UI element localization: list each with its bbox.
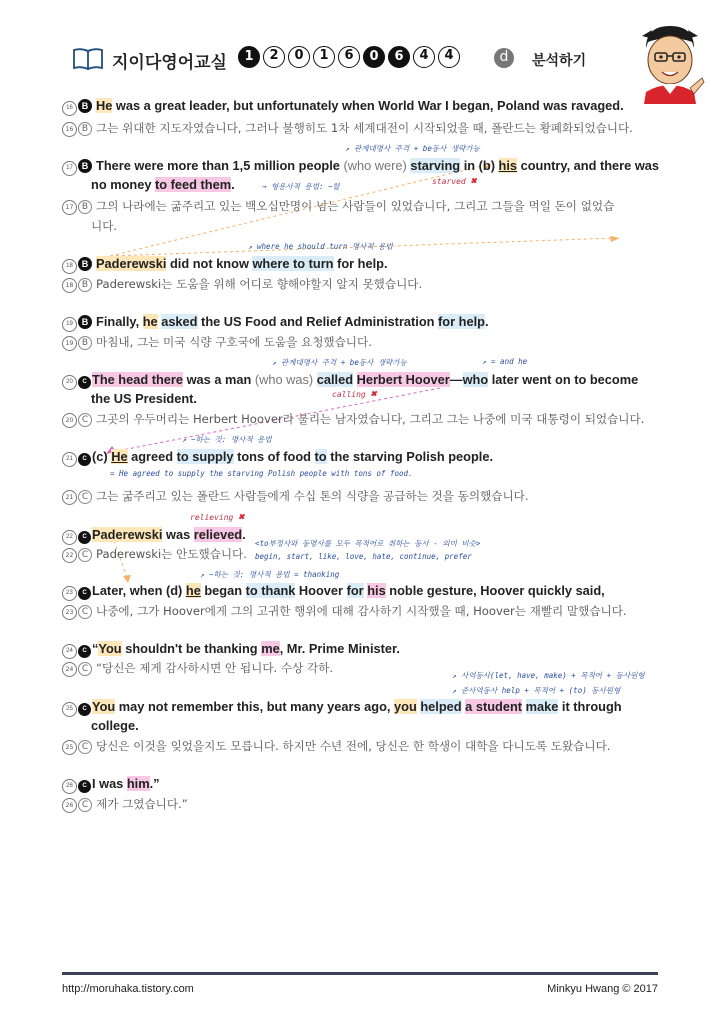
object-highlight: him (126, 776, 150, 791)
difficulty-badge: B (78, 257, 92, 271)
grammar-note: ↗ 관계대명사 주격 + be동사 생략가능 (345, 144, 480, 153)
pronoun-highlight: his (498, 158, 518, 173)
sentence-25-english-cont (91, 718, 139, 733)
grammar-note: ↗ ~하는 것: 명사적 용법 = thanking (200, 570, 340, 579)
section-letter-badge: d (494, 48, 514, 68)
translation-text: 제가 그였습니다.” (96, 797, 188, 811)
infinitive-highlight: to supply (176, 449, 234, 464)
subject-highlight: Paderewski (96, 256, 167, 271)
sentence-text: the US President. (91, 391, 197, 406)
number-badge: 4 (413, 46, 435, 68)
grammar-note: ↗ ~하는 것: 명사적 용법 (182, 435, 272, 444)
sentence-26-english (62, 776, 160, 794)
grammar-note: ↗ = and he (482, 357, 528, 366)
sentence-number-badge: 21 (62, 452, 77, 467)
sentence-text: later went on to become (488, 372, 639, 387)
sentence-16-english (62, 98, 624, 116)
difficulty-badge: C (78, 645, 91, 658)
cross-icon: ✖ (238, 512, 245, 523)
sentence-16-korean (62, 120, 633, 137)
phrase-highlight: for help (438, 314, 485, 329)
sentence-text: was a man (183, 372, 255, 387)
translation-text: 당신은 이것을 잊었을지도 모릅니다. 하지만 수년 전에, 당신은 한 학생이 대학을 다니도록 도왔습니다. (96, 739, 611, 753)
sentence-22-korean (62, 546, 247, 563)
sentence-text: shouldn't be thanking (121, 641, 262, 656)
difficulty-badge: B (78, 159, 92, 173)
sentence-number-badge: 17 (62, 161, 77, 176)
difficulty-badge: B (78, 99, 92, 113)
grammar-note: begin, start, like, love, hate, continue, prefer (255, 552, 472, 561)
brand-title: 지이다영어교실 (112, 53, 227, 73)
sentence-20-english (62, 372, 638, 390)
difficulty-badge: B (78, 336, 92, 350)
dash: — (449, 372, 463, 387)
grammar-note: → 형용사적 용법: ~할 (262, 182, 340, 191)
difficulty-badge: B (78, 315, 92, 329)
translation-text: Paderewski는 안도했습니다. (96, 547, 247, 561)
wrong-form: starved (432, 177, 466, 186)
sentence-25-english (62, 699, 622, 717)
footer-divider (62, 972, 658, 975)
grammar-note: = He agreed to supply the starving Polish people with tons of food. (110, 469, 413, 478)
sentence-number-badge: 21 (62, 490, 77, 505)
difficulty-badge: C (78, 376, 91, 389)
sentence-19-korean (62, 334, 372, 351)
difficulty-badge: C (78, 453, 91, 466)
sentence-17-english-cont (91, 177, 235, 192)
sentence-17-korean (62, 198, 614, 215)
difficulty-badge: C (78, 587, 91, 600)
sentence-text: country, and there was (517, 158, 660, 173)
difficulty-badge: C (78, 490, 92, 504)
sentence-number-badge: 25 (62, 702, 77, 717)
difficulty-badge: C (78, 605, 92, 619)
difficulty-badge: B (78, 200, 92, 214)
cross-icon: ✖ (470, 176, 477, 187)
sentence-text: . (231, 177, 235, 192)
sentence-23-english (62, 583, 605, 601)
translation-text: “당신은 제게 감사하시면 안 됩니다. 수상 각하. (96, 661, 334, 675)
difficulty-badge: C (78, 548, 92, 562)
sentence-21-korean (62, 488, 529, 505)
difficulty-badge: C (78, 780, 91, 793)
translation-text: 그의 나라에는 굶주리고 있는 백오십만명이 넘는 사람들이 있었습니다, 그리고 그들을 먹일 돈이 없었습 (96, 199, 615, 213)
number-badge: 0 (363, 46, 385, 68)
sentence-number-badge: 19 (62, 336, 77, 351)
translation-text: 마침내, 그는 미국 식량 구호국에 도움을 요청했습니다. (96, 335, 372, 349)
translation-text: 그는 굶주리고 있는 폴란드 사람들에게 수십 톤의 식량을 공급하는 것을 동의했습니다. (96, 489, 529, 503)
participle-highlight: relieved (193, 527, 243, 542)
sentence-number-badge: 22 (62, 530, 77, 545)
relative-pronoun-highlight: who (462, 372, 489, 387)
sentence-number-badge: 24 (62, 662, 77, 677)
space (495, 158, 499, 173)
sentence-21-english (62, 449, 493, 467)
difficulty-badge: C (78, 798, 92, 812)
sentence-19-english (62, 314, 489, 332)
number-badge: 6 (388, 46, 410, 68)
preposition-highlight: to (314, 449, 327, 464)
question-marker: (b) (478, 158, 495, 173)
sentence-20-korean (62, 411, 644, 428)
sentence-24-english (62, 641, 400, 659)
sentence-26-korean (62, 796, 188, 813)
difficulty-badge: C (78, 740, 92, 754)
sentence-text: may not remember this, but many years ago, (115, 699, 395, 714)
sentence-18-english (62, 256, 388, 274)
sentence-text: I was (92, 776, 127, 791)
subject-highlight: you (394, 699, 417, 714)
sentence-text: in (460, 158, 479, 173)
sentence-number-badge: 26 (62, 798, 77, 813)
wrong-answer-note (432, 176, 477, 187)
omitted-words: (who were) (343, 158, 407, 173)
sentence-text: was (162, 527, 194, 542)
sentence-text: it through (558, 699, 622, 714)
difficulty-badge: C (78, 413, 92, 427)
sentence-22-english (62, 527, 246, 545)
sentence-text: Hoover (295, 583, 347, 598)
sentence-text: There were more than 1,5 million people (96, 158, 344, 173)
cross-icon: ✖ (370, 389, 377, 400)
subject-highlight: he (142, 314, 158, 329)
subject-highlight: Paderewski (92, 527, 163, 542)
number-badge: 6 (338, 46, 360, 68)
translation-text: 나중에, 그가 Hoover에게 그의 고귀한 행위에 대해 감사하기 시작했을 때, Hoover는 재빨리 말했습니다. (96, 604, 627, 618)
wrong-form: relieving (190, 513, 234, 522)
sentence-text: for help. (333, 256, 388, 271)
number-badge: 1 (238, 46, 260, 68)
wrong-answer-note (190, 512, 244, 523)
verb-highlight: helped (420, 699, 462, 714)
subject-highlight: You (92, 699, 116, 714)
grammar-note: ↗ 사역동사(let, have, make) + 목적어 + 동사원형 (452, 671, 645, 680)
number-badge: 0 (288, 46, 310, 68)
question-marker: (d) (165, 583, 183, 598)
sentence-text: Later, when (92, 583, 166, 598)
question-marker: (c) (92, 449, 112, 464)
pronoun-highlight: he (185, 583, 201, 598)
difficulty-badge: C (78, 703, 91, 716)
wrong-form: calling (332, 390, 366, 399)
difficulty-badge: B (78, 278, 92, 292)
object-highlight: me (261, 641, 280, 656)
sentence-17-english (62, 158, 659, 176)
difficulty-badge: B (78, 122, 92, 136)
sentence-text: agreed (127, 449, 177, 464)
sentence-18-korean (62, 276, 422, 293)
sentence-text: .” (149, 776, 160, 791)
sentence-text: no money (91, 177, 155, 192)
number-badge: 1 (313, 46, 335, 68)
subject-highlight: The head there (92, 372, 184, 387)
verb-highlight: asked (161, 314, 198, 329)
sentence-number-badge: 18 (62, 278, 77, 293)
sentence-text: noble gesture, Hoover quickly said, (385, 583, 605, 598)
difficulty-badge: C (78, 662, 92, 676)
sentence-20-english-cont (91, 391, 197, 406)
sentence-number-badge: 24 (62, 644, 77, 659)
sentence-23-korean (62, 603, 627, 620)
sentence-25-korean (62, 738, 610, 755)
sentence-number-badge: 25 (62, 740, 77, 755)
translation-text: 그는 위대한 지도자였습니다, 그러나 불행히도 1차 세계대전이 시작되었을 때, 폴란드는 황폐화되었습니다. (96, 121, 633, 135)
sentence-text: , Mr. Prime Minister. (279, 641, 400, 656)
translation-text: 그곳의 우두머리는 Herbert Hoover라 불리는 남자였습니다, 그리고 그는 나중에 미국 대통령이 되었습니다. (96, 412, 645, 426)
sentence-number-badge: 16 (62, 122, 77, 137)
difficulty-badge: C (78, 531, 91, 544)
sentence-24-korean (62, 660, 333, 677)
sentence-text: tons of food (233, 449, 315, 464)
sentence-text: college. (91, 718, 139, 733)
pronoun-highlight: his (367, 583, 386, 598)
sentence-text: Finally, (96, 314, 143, 329)
sentence-text: was a great leader, but unfortunately when World War I began, Poland was ravaged. (112, 98, 624, 113)
number-badge: 2 (263, 46, 285, 68)
sentence-number-badge: 16 (62, 101, 77, 116)
footer-url-link[interactable]: http://moruhaka.tistory.com (62, 983, 194, 995)
sentence-number-badge: 26 (62, 779, 77, 794)
sentence-text: . (242, 527, 246, 542)
subject-highlight: You (98, 641, 122, 656)
omitted-words: (who was) (254, 372, 314, 387)
grammar-note: <to부정사와 동명사를 모두 목적어로 취하는 동사 - 의미 비슷> (255, 539, 481, 548)
footer-author: Minkyu Hwang © 2017 (547, 983, 658, 995)
preposition-highlight: for (346, 583, 364, 598)
sentence-17-korean-cont (91, 218, 117, 234)
translation-text: Paderewski는 도움을 위해 어디로 향해야할지 알지 못했습니다. (96, 277, 423, 291)
verb-highlight: make (525, 699, 559, 714)
sentence-text: the starving Polish people. (326, 449, 494, 464)
sentence-text: began (200, 583, 246, 598)
number-badge: 4 (438, 46, 460, 68)
sentence-text: . (484, 314, 489, 329)
sentence-number-badge: 17 (62, 200, 77, 215)
sentence-text: did not know (166, 256, 253, 271)
sentence-number-badge: 20 (62, 413, 77, 428)
grammar-note: ↗ where he should turn 명사적 용법 (248, 242, 393, 251)
infinitive-highlight: where to turn (252, 256, 334, 271)
infinitive-highlight: to feed them (155, 177, 232, 192)
grammar-note: ↗ 준사역동사 help + 목적어 + (to) 동사원형 (452, 686, 621, 695)
subject-highlight: He (96, 98, 113, 113)
sentence-number-badge: 23 (62, 586, 77, 601)
object-highlight: a student (465, 699, 523, 714)
sentence-text: the US Food and Relief Administration (197, 314, 439, 329)
sentence-number-badge: 18 (62, 259, 77, 274)
participle-highlight: starving (410, 158, 461, 173)
grammar-note: ↗ 관계대명사 주격 + be동사 생략가능 (272, 358, 407, 367)
quote-mark: “ (92, 641, 99, 656)
sentence-number-badge: 19 (62, 317, 77, 332)
wrong-answer-note (332, 389, 377, 400)
sentence-number-badge: 20 (62, 375, 77, 390)
pronoun-highlight: He (111, 449, 128, 464)
translation-text: 니다. (91, 219, 118, 233)
sentence-number-badge: 23 (62, 605, 77, 620)
sentence-number-badge: 22 (62, 548, 77, 563)
infinitive-highlight: to thank (245, 583, 296, 598)
name-highlight: Herbert Hoover (356, 372, 450, 387)
page-subtitle: 분석하기 (532, 53, 587, 69)
participle-highlight: called (316, 372, 354, 387)
